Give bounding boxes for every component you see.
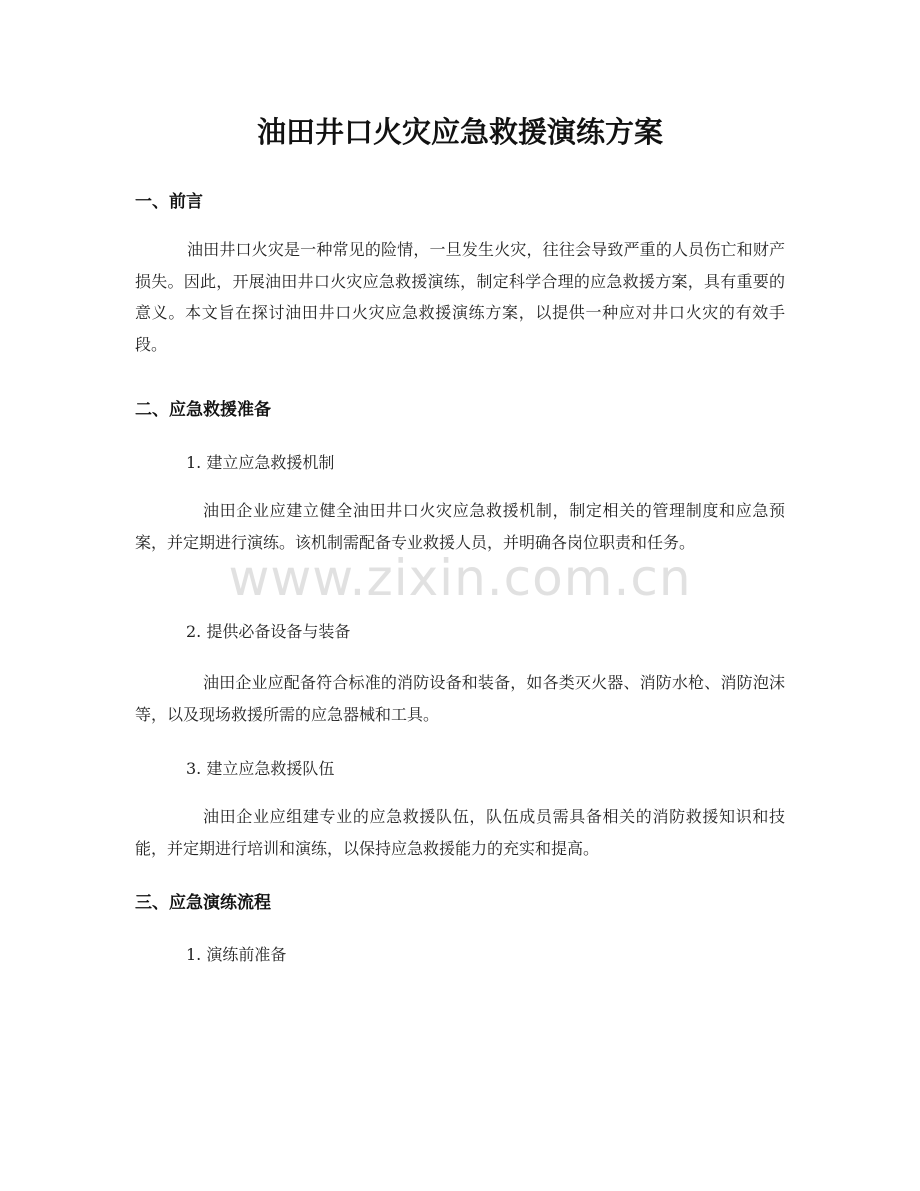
section-heading-preface: 一、前言 (135, 192, 203, 212)
paragraph-equipment: 油田企业应配备符合标准的消防设备和装备，如各类灭火器、消防水枪、消防泡沫等，以及现场救援所需的应急器械和工具。 (135, 673, 785, 724)
preface-paragraph: 油田井口火灾是一种常见的险情，一旦发生火灾，往往会导致严重的人员伤亡和财产损失。因此，开展油田井口火灾应急救援演练，制定科学合理的应急救援方案，具有重要的意义。本文旨在探讨油田井口火灾应急救援演练方案，以提供一种应对井口火灾的有效手段。 (135, 240, 785, 354)
subheading-equipment: 2. 提供必备设备与装备 (186, 622, 351, 641)
subheading-rescue-team: 3. 建立应急救援队伍 (186, 759, 335, 778)
paragraph-emergency-mechanism: 油田企业应建立健全油田井口火灾应急救援机制，制定相关的管理制度和应急预案，并定期进行演练。该机制需配备专业救援人员，并明确各岗位职责和任务。 (135, 501, 785, 552)
section-heading-preparation: 二、应急救援准备 (135, 400, 271, 420)
paragraph-rescue-team: 油田企业应组建专业的应急救援队伍，队伍成员需具备相关的消防救援知识和技能，并定期进行培训和演练，以保持应急救援能力的充实和提高。 (135, 807, 785, 858)
watermark: www.zixin.com.cn (228, 549, 692, 607)
document-title: 油田井口火灾应急救援演练方案 (256, 115, 663, 149)
subheading-emergency-mechanism: 1. 建立应急救援机制 (186, 453, 335, 472)
section-heading-drill-process: 三、应急演练流程 (135, 893, 271, 913)
subheading-pre-drill-prep: 1. 演练前准备 (186, 945, 287, 964)
